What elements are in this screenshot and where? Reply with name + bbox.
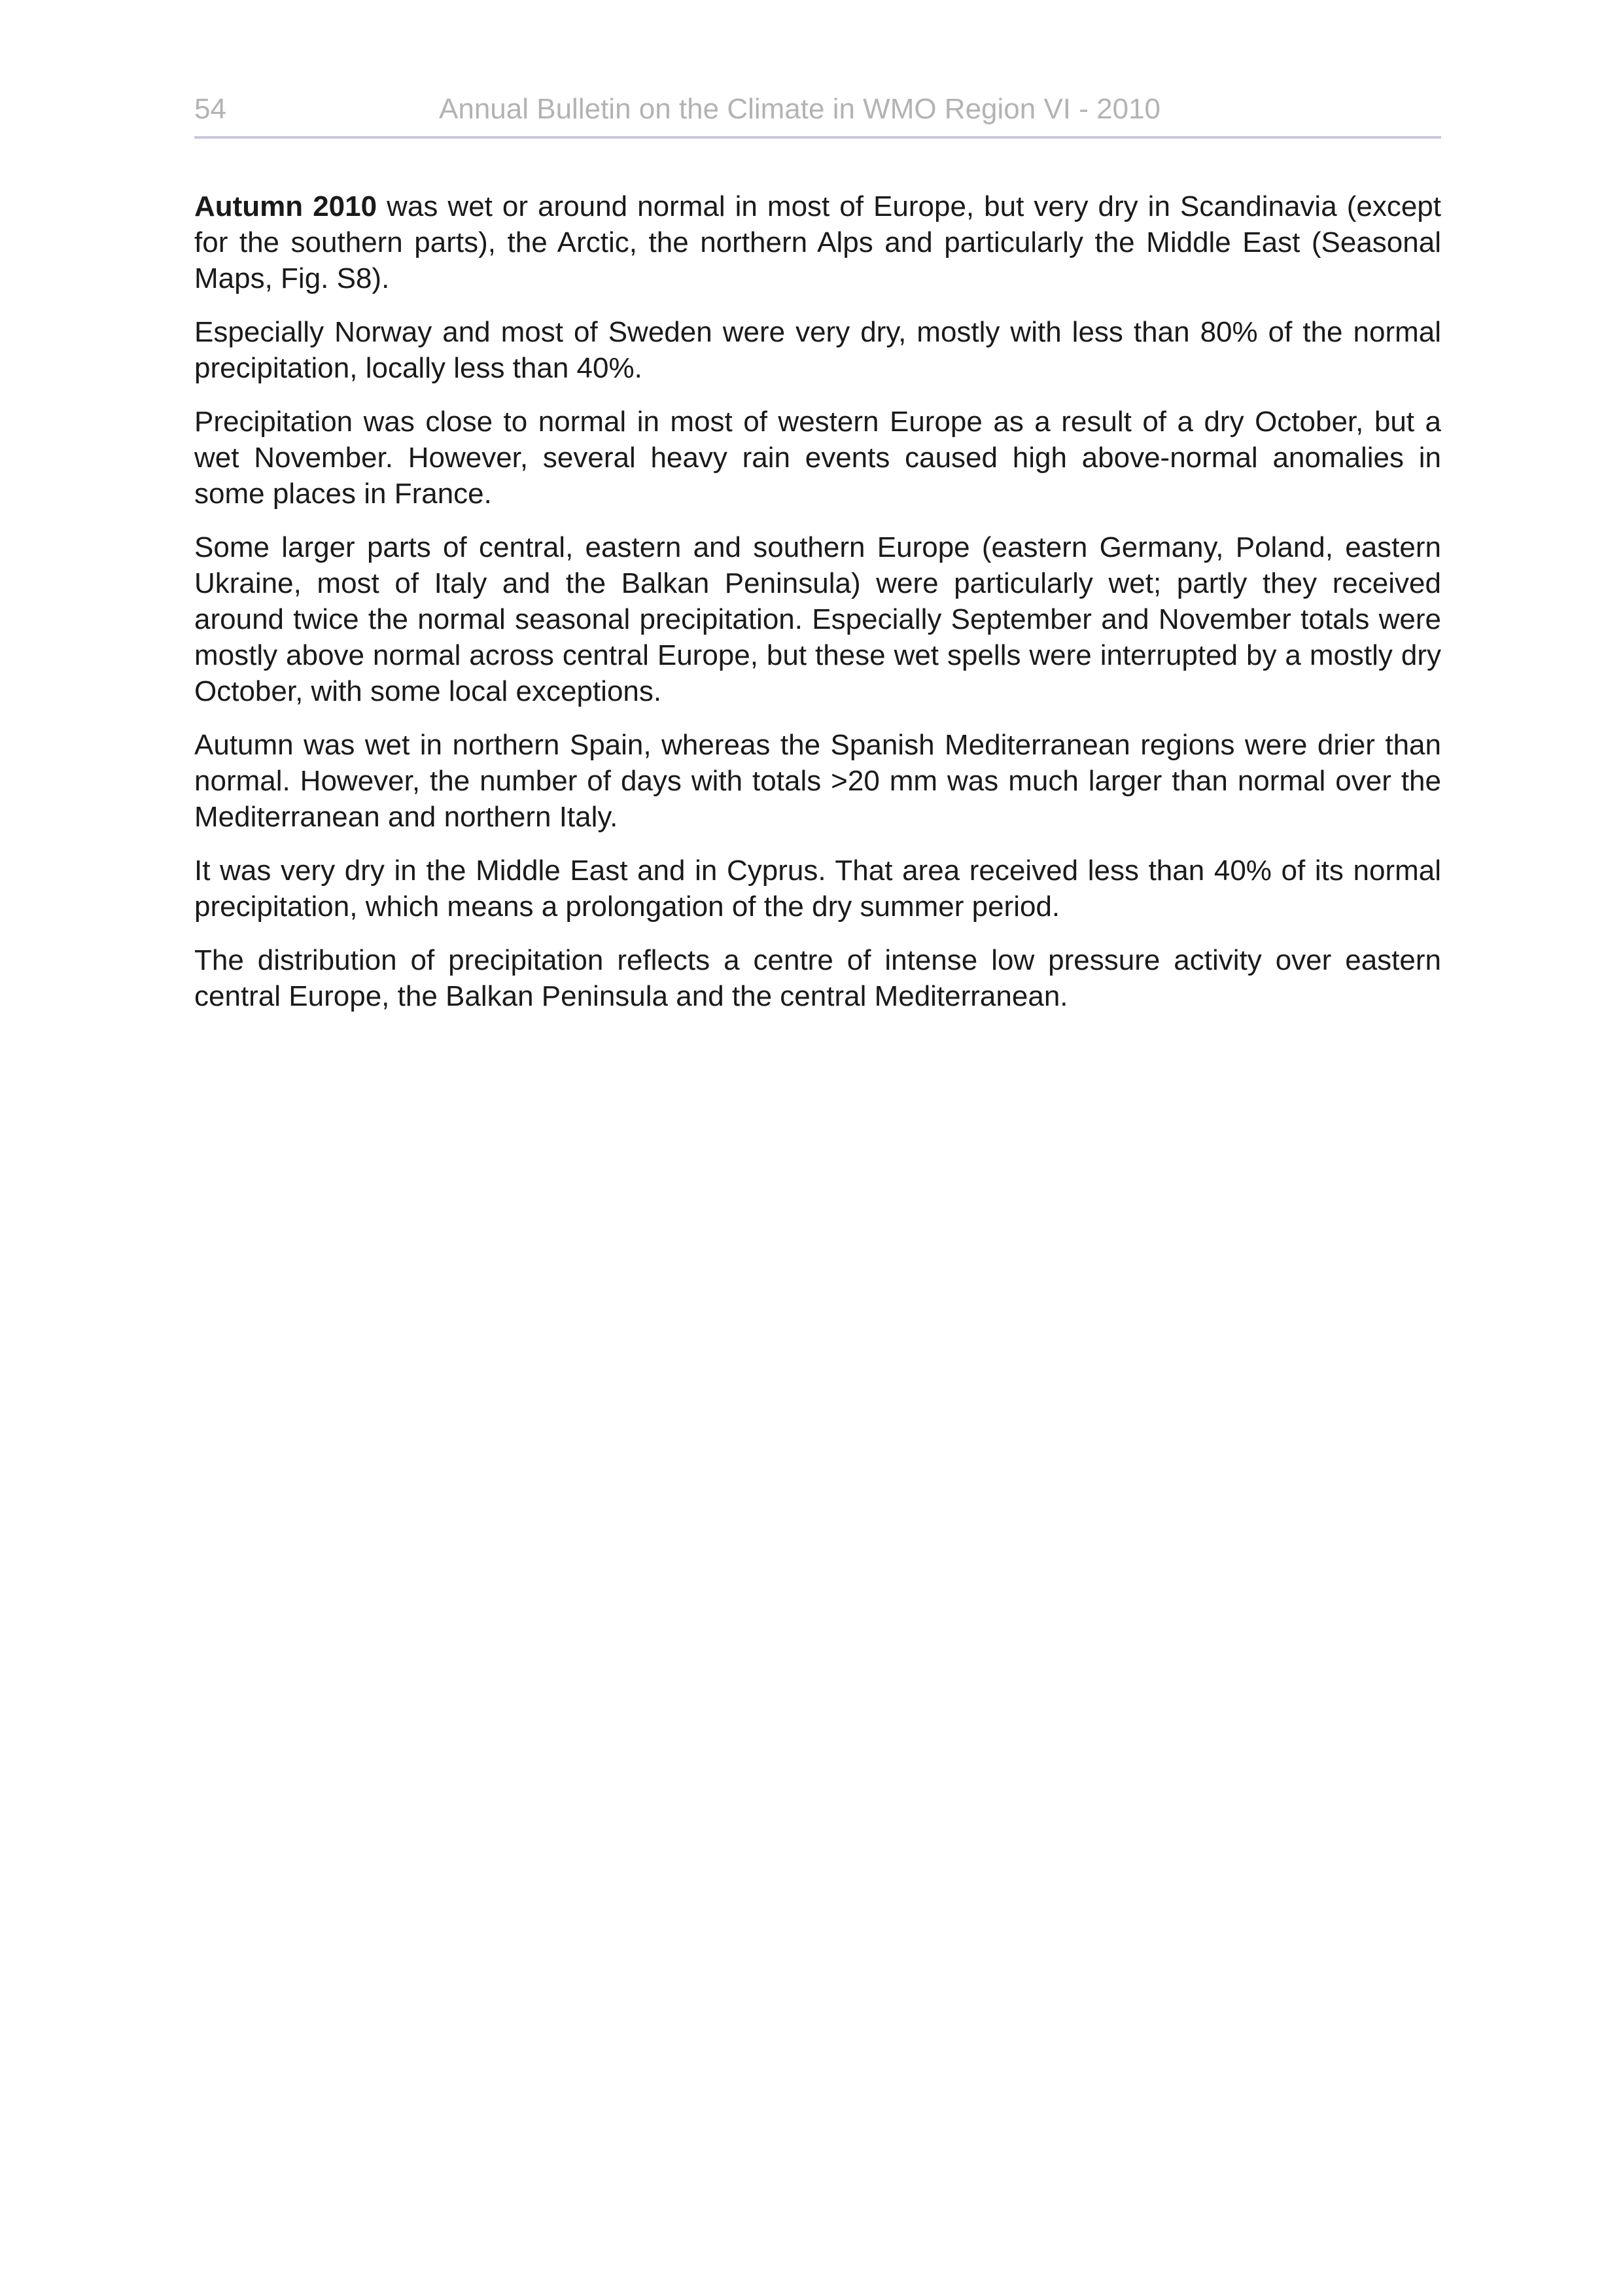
- paragraph-lead-heading: Autumn 2010: [194, 190, 377, 222]
- paragraph-western-europe: Precipitation was close to normal in most of western Europe as a result of a dry October, but a wet November. However, several heavy rain events caused high above-normal anomalies in some places in France.: [194, 406, 1441, 510]
- body-text: [194, 188, 1441, 1032]
- paragraph-autumn-summary-text: was wet or around normal in most of Europe, but very dry in Scandinavia (except for the southern parts), the Arctic, the northern Alps and particularly the Middle East (Seasonal Maps, Fig. S8).: [194, 190, 1441, 294]
- paragraph-middle-east: It was very dry in the Middle East and in Cyprus. That area received less than 40% of its normal precipitation, which means a prolongation of the dry summer period.: [194, 855, 1441, 923]
- paragraph-autumn-summary: [194, 188, 1441, 296]
- paragraph-scandinavia: Especially Norway and most of Sweden were very dry, mostly with less than 80% of the normal precipitation, locally less than 40%.: [194, 316, 1441, 384]
- page-number: 54: [194, 93, 226, 125]
- page-header: [194, 90, 1441, 139]
- running-title: Annual Bulletin on the Climate in WMO Region VI - 2010: [439, 93, 1161, 125]
- paragraph-distribution: The distribution of precipitation reflects a centre of intense low pressure activity over eastern central Europe, the Balkan Peninsula and the central Mediterranean.: [194, 944, 1441, 1012]
- paragraph-central-europe: Some larger parts of central, eastern and southern Europe (eastern Germany, Poland, eastern Ukraine, most of Italy and the Balkan Peninsula) were particularly wet; partly they received around twice the normal seasonal precipitation. Especially September and November totals were mostly above normal across central Europe, but these wet spells were interrupted by a mostly dry October, with some local exceptions.: [194, 531, 1441, 707]
- paragraph-spain-mediterranean: Autumn was wet in northern Spain, whereas the Spanish Mediterranean regions were drier than normal. However, the number of days with totals >20 mm was much larger than normal over the Mediterranean and northern Italy.: [194, 729, 1441, 833]
